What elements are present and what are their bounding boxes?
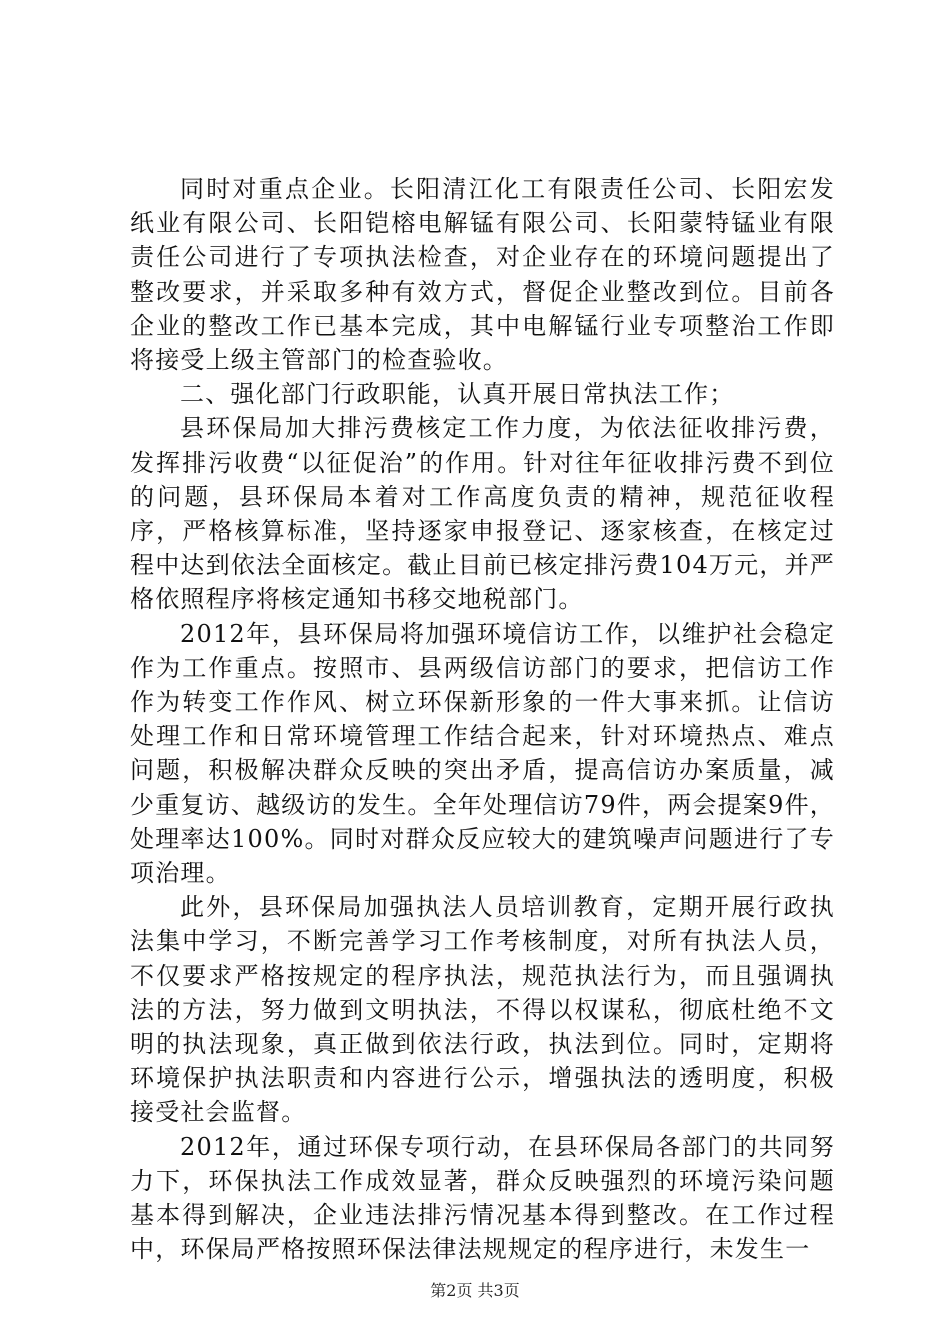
page-number-footer: 第2页 共3页: [430, 1281, 520, 1300]
paragraph-pollution-fee: 县环保局加大排污费核定工作力度，为依法征收排污费，发挥排污收费“以征促治”的作用。针对往年征收排污费不到位的问题，县环保局本着对工作高度负责的精神，规范征收程序，严格核算标准，坚持逐家申报登记、逐家核查，在核定过程中达到依法全面核定。截止目前已核定排污费104万元，并严格依照程序将核定通知书移交地税部门。: [130, 414, 835, 614]
paragraph-staff-training: 此外，县环保局加强执法人员培训教育，定期开展行政执法集中学习，不断完善学习工作考核制度，对所有执法人员，不仅要求严格按规定的程序执法，规范执法行为，而且强调执法的方法，努力做到文明执法，不得以权谋私，彻底杜绝不文明的执法现象，真正做到依法行政，执法到位。同时，定期将环境保护执法职责和内容进行公示，增强执法的透明度，积极接受社会监督。: [130, 893, 835, 1127]
document-body: [130, 172, 835, 1267]
paragraph-petition-work: 2012年，县环保局将加强环境信访工作，以维护社会稳定作为工作重点。按照市、县两级信访部门的要求，把信访工作作为转变工作作风、树立环保新形象的一件大事来抓。让信访处理工作和日常环境管理工作结合起来，针对环境热点、难点问题，积极解决群众反映的突出矛盾，提高信访办案质量，减少重复访、越级访的发生。全年处理信访79件，两会提案9件，处理率达100%。同时对群众反应较大的建筑噪声问题进行了专项治理。: [130, 619, 835, 888]
section-heading-routine-enforcement: 二、强化部门行政职能，认真开展日常执法工作；: [180, 380, 735, 409]
paragraph-annual-summary: 2012年，通过环保专项行动，在县环保局各部门的共同努力下，环保执法工作成效显著，群众反映强烈的环境污染问题基本得到解决，企业违法排污情况基本得到整改。在工作过程中，环保局严格按照环保法律法规规定的程序进行，未发生一: [130, 1132, 835, 1264]
paragraph-key-enterprises: 同时对重点企业。长阳清江化工有限责任公司、长阳宏发纸业有限公司、长阳铠榕电解锰有限公司、长阳蒙特锰业有限责任公司进行了专项执法检查，对企业存在的环境问题提出了整改要求，并采取多种有效方式，督促企业整改到位。目前各企业的整改工作已基本完成，其中电解锰行业专项整治工作即将接受上级主管部门的检查验收。: [130, 175, 835, 375]
